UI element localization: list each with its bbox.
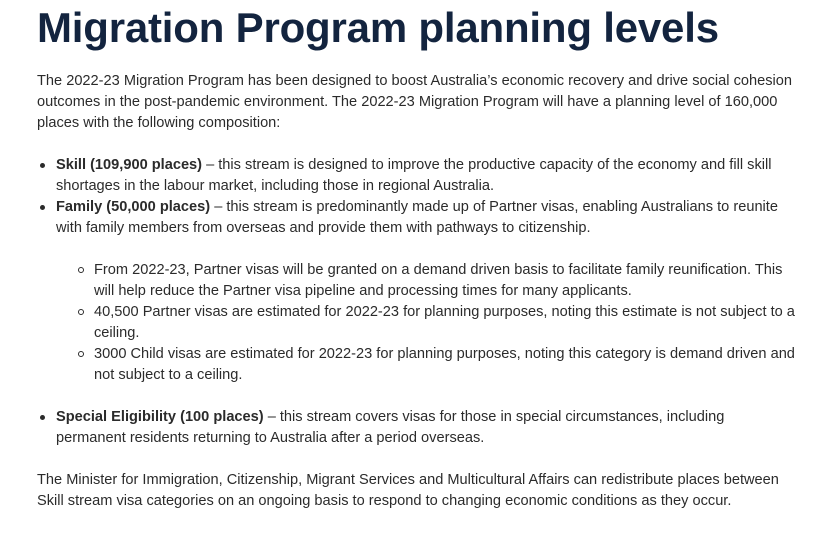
stream-description: – this stream is predominantly made up of Partner visas, enabling Australians to reunite with family members from overseas and provide them with pathways to citizenship.	[56, 199, 778, 236]
closing-paragraph: The Minister for Immigration, Citizenship, Migrant Services and Multicultural Affairs can redistribute places between Skill stream visa categories on an ongoing basis to respond to changing economic conditions as they occur.	[37, 472, 779, 509]
list-item: From 2022-23, Partner visas will be granted on a demand driven basis to facilitate family reunification. This will help reduce the Partner visa pipeline and processing times for many applicants.	[56, 260, 797, 302]
article	[37, 0, 797, 512]
intro-paragraph: The 2022-23 Migration Program has been designed to boost Australia’s economic recovery and drive social cohesion outcomes in the post-pandemic environment. The 2022-23 Migration Program will have a planning level of 160,000 places with the following composition:	[37, 73, 792, 131]
page-title: Migration Program planning levels	[37, 4, 719, 51]
stream-title: Special Eligibility (100 places)	[56, 409, 264, 425]
stream-description: – this stream is designed to improve the productive capacity of the economy and fill skill shortages in the labour market, including those in regional Australia.	[56, 157, 772, 194]
stream-item-family	[37, 197, 797, 386]
stream-list	[37, 155, 797, 449]
family-detail-list	[56, 260, 797, 386]
stream-item-skill	[37, 155, 797, 197]
list-item: 3000 Child visas are estimated for 2022-23 for planning purposes, noting this category is demand driven and not subject to a ceiling.	[56, 344, 797, 386]
stream-item-special-eligibility	[37, 407, 797, 449]
stream-description: – this stream covers visas for those in special circumstances, including permanent residents returning to Australia after a period overseas.	[56, 409, 725, 446]
stream-title: Family (50,000 places)	[56, 199, 211, 215]
stream-title: Skill (109,900 places)	[56, 157, 203, 173]
list-item: 40,500 Partner visas are estimated for 2022-23 for planning purposes, noting this estimate is not subject to a ceiling.	[56, 302, 797, 344]
